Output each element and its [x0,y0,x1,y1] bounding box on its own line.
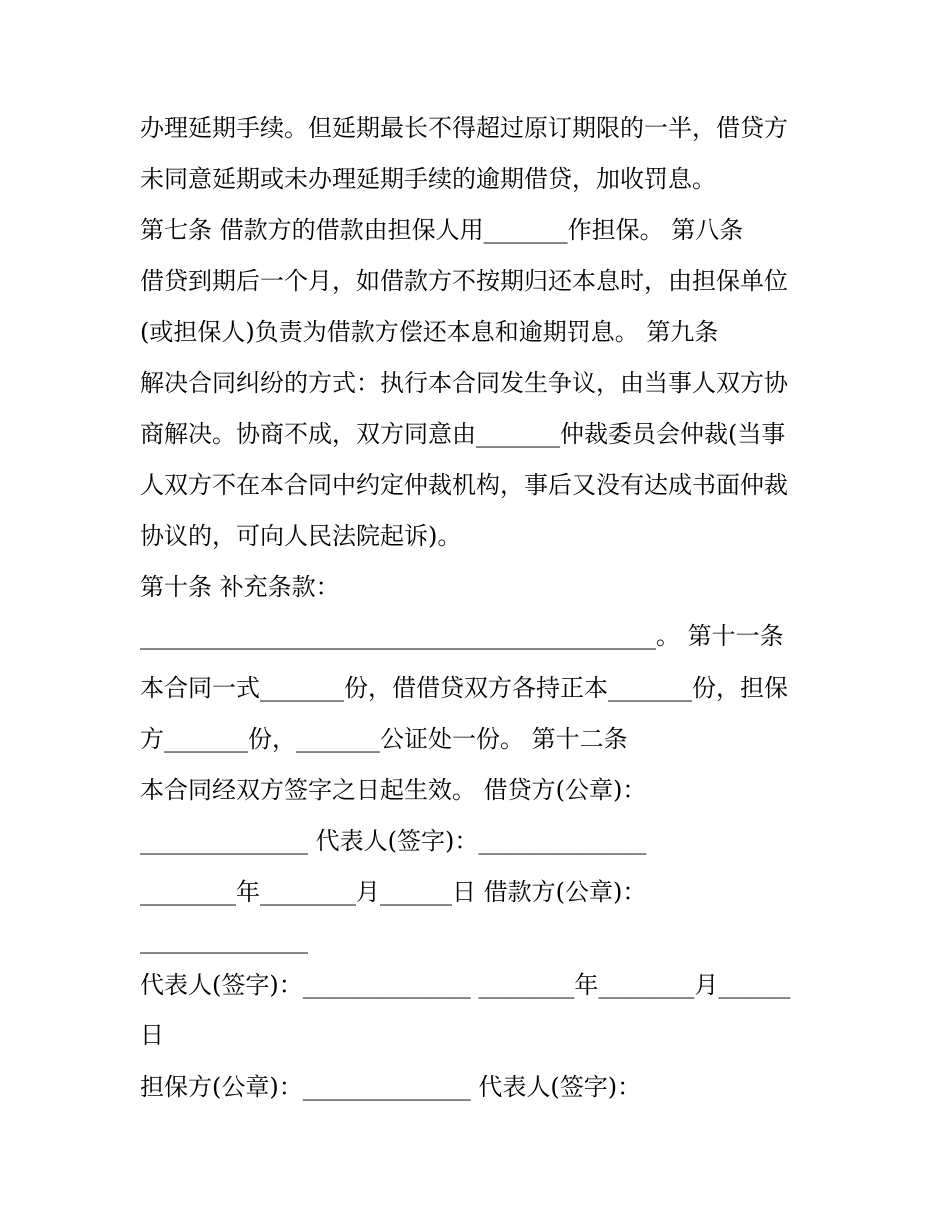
text-line: 本合同经双方签字之日起生效。 借贷方(公章)： [140,776,647,804]
text-line: ______________ [140,926,308,954]
text-line: 代表人(签字)：______________ ________年________月______ [140,971,791,999]
text-line: 协议的，可向人民法院起诉)。 [140,522,462,550]
text-line: ________年________月______日 借款方(公章)： [140,878,647,906]
text-line: 日 [140,1021,164,1049]
text-line: 担保方(公章)：______________ 代表人(签字)： [140,1073,642,1101]
text-line: 方_______份，_______公证处一份。 第十二条 [140,725,628,753]
text-line: ___________________________________________。 第十一条 [140,622,784,650]
text-line: 办理延期手续。但延期最长不得超过原订期限的一半，借贷方 [140,114,788,142]
text-line: 人双方不在本合同中约定仲裁机构，事后又没有达成书面仲裁 [140,471,788,499]
text-line: (或担保人)负责为借款方偿还本息和逾期罚息。 第九条 [140,318,719,346]
text-line: 本合同一式_______份，借借贷双方各持正本_______份，担保 [140,674,788,702]
text-line: 解决合同纠纷的方式：执行本合同发生争议，由当事人双方协 [140,369,788,397]
text-line: ______________ 代表人(签字)：______________ [140,827,647,855]
text-line: 第七条 借款方的借款由担保人用_______作担保。 第八条 [140,216,744,244]
text-line: 借贷到期后一个月，如借款方不按期归还本息时，由担保单位 [140,267,788,295]
text-line: 第十条 补充条款： [140,573,340,601]
text-line: 商解决。协商不成，双方同意由_______仲裁委员会仲裁(当事 [140,420,786,448]
text-line: 未同意延期或未办理延期手续的逾期借贷，加收罚息。 [140,165,716,193]
